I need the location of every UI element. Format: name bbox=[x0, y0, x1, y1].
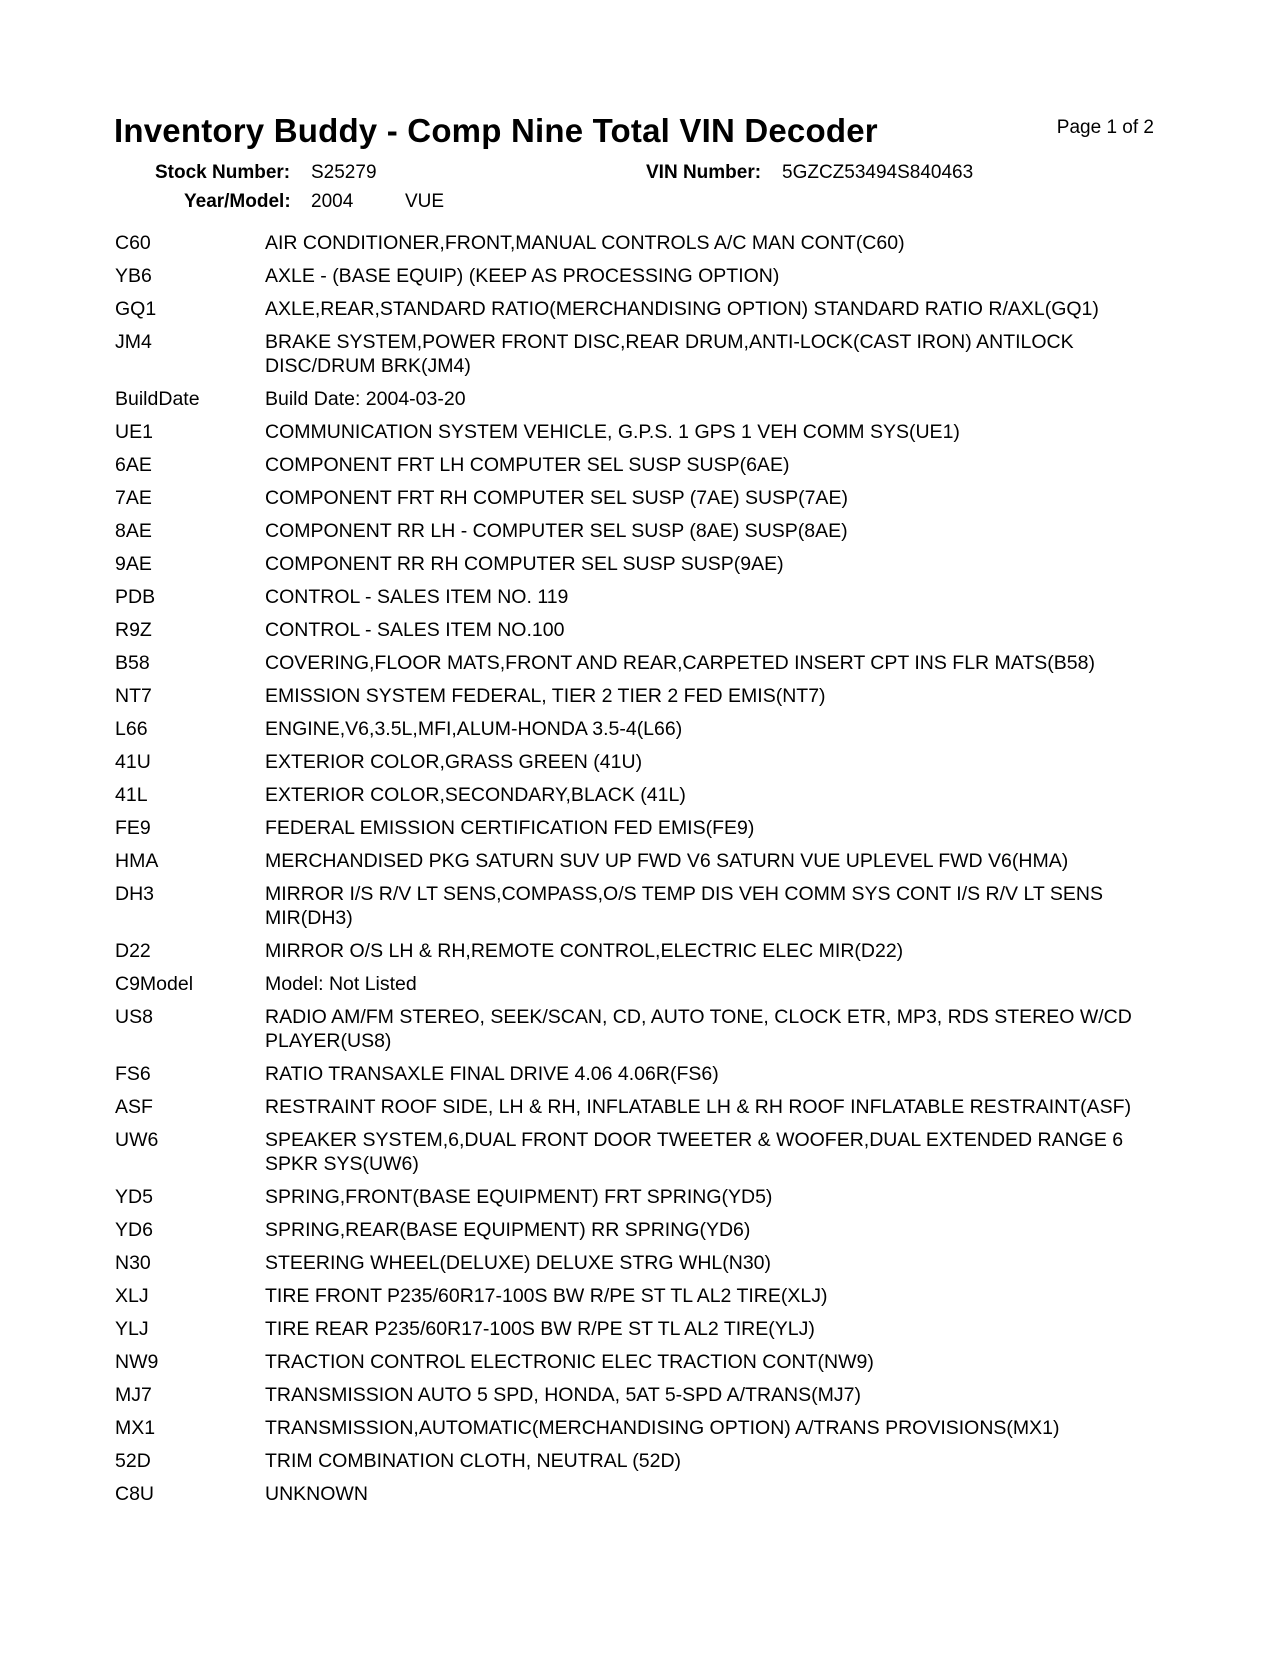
option-description: MIRROR I/S R/V LT SENS,COMPASS,O/S TEMP DIS VEH COMM SYS CONT I/S R/V LT SENS MIR(DH3) bbox=[265, 883, 1103, 929]
option-code: UW6 bbox=[115, 1129, 159, 1151]
stock-number-label: Stock Number: bbox=[155, 162, 291, 183]
option-description: COMPONENT RR RH COMPUTER SEL SUSP SUSP(9AE) bbox=[265, 553, 784, 575]
option-code: C8U bbox=[115, 1483, 155, 1505]
option-description: COMMUNICATION SYSTEM VEHICLE, G.P.S. 1 GPS 1 VEH COMM SYS(UE1) bbox=[265, 421, 960, 443]
option-code: C9Model bbox=[115, 973, 194, 995]
option-code-row bbox=[115, 387, 1175, 420]
option-description: TRACTION CONTROL ELECTRONIC ELEC TRACTION CONT(NW9) bbox=[265, 1351, 874, 1373]
option-description: CONTROL - SALES ITEM NO.100 bbox=[265, 619, 565, 641]
option-description: EXTERIOR COLOR,GRASS GREEN (41U) bbox=[265, 751, 643, 773]
option-code-row bbox=[115, 1383, 1175, 1416]
option-description: RESTRAINT ROOF SIDE, LH & RH, INFLATABLE LH & RH ROOF INFLATABLE RESTRAINT(ASF) bbox=[265, 1096, 1132, 1118]
option-description: SPRING,REAR(BASE EQUIPMENT) RR SPRING(YD6) bbox=[265, 1219, 751, 1241]
option-code: 6AE bbox=[115, 454, 152, 476]
option-code: 41L bbox=[115, 784, 148, 806]
option-code: NT7 bbox=[115, 685, 152, 707]
option-description: TRIM COMBINATION CLOTH, NEUTRAL (52D) bbox=[265, 1450, 682, 1472]
option-code: YD5 bbox=[115, 1186, 153, 1208]
option-code-row bbox=[115, 618, 1175, 651]
option-code: MX1 bbox=[115, 1417, 156, 1439]
option-description: AXLE - (BASE EQUIP) (KEEP AS PROCESSING OPTION) bbox=[265, 265, 780, 287]
option-code-row bbox=[115, 1284, 1175, 1317]
option-description: COMPONENT RR LH - COMPUTER SEL SUSP (8AE) SUSP(8AE) bbox=[265, 520, 848, 542]
option-code: MJ7 bbox=[115, 1384, 152, 1406]
option-description: EXTERIOR COLOR,SECONDARY,BLACK (41L) bbox=[265, 784, 686, 806]
year-value: 2004 bbox=[311, 191, 354, 212]
option-code-row bbox=[115, 1482, 1175, 1515]
option-code-row bbox=[115, 849, 1175, 882]
option-code-row bbox=[115, 1218, 1175, 1251]
option-code-row bbox=[115, 651, 1175, 684]
option-code-row bbox=[115, 1317, 1175, 1350]
option-code-row bbox=[115, 297, 1175, 330]
option-description: UNKNOWN bbox=[265, 1483, 368, 1505]
option-code-row bbox=[115, 939, 1175, 972]
model-value: VUE bbox=[405, 191, 445, 212]
option-code: R9Z bbox=[115, 619, 152, 641]
option-code-row bbox=[115, 1185, 1175, 1218]
option-code-row bbox=[115, 264, 1175, 297]
option-description: AXLE,REAR,STANDARD RATIO(MERCHANDISING OPTION) STANDARD RATIO R/AXL(GQ1) bbox=[265, 298, 1099, 320]
option-description: MIRROR O/S LH & RH,REMOTE CONTROL,ELECTRIC ELEC MIR(D22) bbox=[265, 940, 904, 962]
option-code-row bbox=[115, 453, 1175, 486]
option-code-row bbox=[115, 585, 1175, 618]
option-code-row bbox=[115, 1416, 1175, 1449]
option-code: N30 bbox=[115, 1252, 151, 1274]
option-code: 8AE bbox=[115, 520, 152, 542]
option-code: 41U bbox=[115, 751, 151, 773]
option-description: TIRE FRONT P235/60R17-100S BW R/PE ST TL AL2 TIRE(XLJ) bbox=[265, 1285, 828, 1307]
option-code-row bbox=[115, 1095, 1175, 1128]
option-description: FEDERAL EMISSION CERTIFICATION FED EMIS(FE9) bbox=[265, 817, 755, 839]
option-description: SPEAKER SYSTEM,6,DUAL FRONT DOOR TWEETER & WOOFER,DUAL EXTENDED RANGE 6 SPKR SYS(UW6) bbox=[265, 1129, 1124, 1175]
option-description: MERCHANDISED PKG SATURN SUV UP FWD V6 SATURN VUE UPLEVEL FWD V6(HMA) bbox=[265, 850, 1069, 872]
option-code: JM4 bbox=[115, 331, 152, 353]
vin-number-label: VIN Number: bbox=[646, 162, 762, 183]
option-code-row bbox=[115, 330, 1175, 387]
option-description: EMISSION SYSTEM FEDERAL, TIER 2 TIER 2 FED EMIS(NT7) bbox=[265, 685, 826, 707]
option-code: FE9 bbox=[115, 817, 151, 839]
option-code: XLJ bbox=[115, 1285, 149, 1307]
option-code-row bbox=[115, 972, 1175, 1005]
option-description: TIRE REAR P235/60R17-100S BW R/PE ST TL AL2 TIRE(YLJ) bbox=[265, 1318, 815, 1340]
option-code: L66 bbox=[115, 718, 148, 740]
option-code: C60 bbox=[115, 232, 151, 254]
option-code: BuildDate bbox=[115, 388, 200, 410]
option-description: Model: Not Listed bbox=[265, 973, 417, 995]
option-description: Build Date: 2004-03-20 bbox=[265, 388, 466, 410]
option-code: YD6 bbox=[115, 1219, 153, 1241]
vin-number-value: 5GZCZ53494S840463 bbox=[782, 162, 974, 183]
option-code-row bbox=[115, 1350, 1175, 1383]
option-code: ASF bbox=[115, 1096, 153, 1118]
option-description: STEERING WHEEL(DELUXE) DELUXE STRG WHL(N30) bbox=[265, 1252, 772, 1274]
option-code: YLJ bbox=[115, 1318, 149, 1340]
option-code-row bbox=[115, 420, 1175, 453]
option-code-row bbox=[115, 231, 1175, 264]
option-code: FS6 bbox=[115, 1063, 151, 1085]
option-code: 52D bbox=[115, 1450, 151, 1472]
option-code: D22 bbox=[115, 940, 151, 962]
option-code: YB6 bbox=[115, 265, 152, 287]
option-code: US8 bbox=[115, 1006, 153, 1028]
option-code-row bbox=[115, 783, 1175, 816]
option-description: SPRING,FRONT(BASE EQUIPMENT) FRT SPRING(YD5) bbox=[265, 1186, 773, 1208]
option-code: NW9 bbox=[115, 1351, 159, 1373]
option-code: 7AE bbox=[115, 487, 152, 509]
option-code: B58 bbox=[115, 652, 150, 674]
option-code: UE1 bbox=[115, 421, 153, 443]
stock-number-value: S25279 bbox=[311, 162, 377, 183]
year-model-label: Year/Model: bbox=[184, 191, 291, 212]
option-code-row bbox=[115, 1449, 1175, 1482]
option-code: HMA bbox=[115, 850, 159, 872]
option-description: COMPONENT FRT LH COMPUTER SEL SUSP SUSP(6AE) bbox=[265, 454, 790, 476]
option-code: PDB bbox=[115, 586, 156, 608]
option-description: CONTROL - SALES ITEM NO. 119 bbox=[265, 586, 569, 608]
option-code-row bbox=[115, 1251, 1175, 1284]
option-code: 9AE bbox=[115, 553, 152, 575]
option-code-row bbox=[115, 717, 1175, 750]
option-code-row bbox=[115, 1062, 1175, 1095]
option-code-row bbox=[115, 750, 1175, 783]
option-description: ENGINE,V6,3.5L,MFI,ALUM-HONDA 3.5-4(L66) bbox=[265, 718, 683, 740]
document-title: Inventory Buddy - Comp Nine Total VIN Decoder bbox=[114, 112, 878, 149]
option-description: TRANSMISSION,AUTOMATIC(MERCHANDISING OPTION) A/TRANS PROVISIONS(MX1) bbox=[265, 1417, 1060, 1439]
option-code-row bbox=[115, 1128, 1175, 1185]
option-description: RADIO AM/FM STEREO, SEEK/SCAN, CD, AUTO TONE, CLOCK ETR, MP3, RDS STEREO W/CD PLAYER(US8) bbox=[265, 1006, 1132, 1052]
option-description: RATIO TRANSAXLE FINAL DRIVE 4.06 4.06R(FS6) bbox=[265, 1063, 719, 1085]
option-description: COMPONENT FRT RH COMPUTER SEL SUSP (7AE) SUSP(7AE) bbox=[265, 487, 848, 509]
option-description: AIR CONDITIONER,FRONT,MANUAL CONTROLS A/C MAN CONT(C60) bbox=[265, 232, 905, 254]
option-code-row bbox=[115, 882, 1175, 939]
option-description: COVERING,FLOOR MATS,FRONT AND REAR,CARPETED INSERT CPT INS FLR MATS(B58) bbox=[265, 652, 1095, 674]
option-code-list bbox=[115, 231, 1175, 1515]
option-code-row bbox=[115, 519, 1175, 552]
option-code: DH3 bbox=[115, 883, 155, 905]
option-code-row bbox=[115, 486, 1175, 519]
option-code: GQ1 bbox=[115, 298, 157, 320]
option-code-row bbox=[115, 684, 1175, 717]
option-code-row bbox=[115, 1005, 1175, 1062]
option-code-row bbox=[115, 552, 1175, 585]
option-description: BRAKE SYSTEM,POWER FRONT DISC,REAR DRUM,ANTI-LOCK(CAST IRON) ANTILOCK DISC/DRUM BRK(JM4) bbox=[265, 331, 1074, 377]
option-code-row bbox=[115, 816, 1175, 849]
page-indicator: Page 1 of 2 bbox=[1056, 117, 1154, 138]
option-description: TRANSMISSION AUTO 5 SPD, HONDA, 5AT 5-SPD A/TRANS(MJ7) bbox=[265, 1384, 861, 1406]
